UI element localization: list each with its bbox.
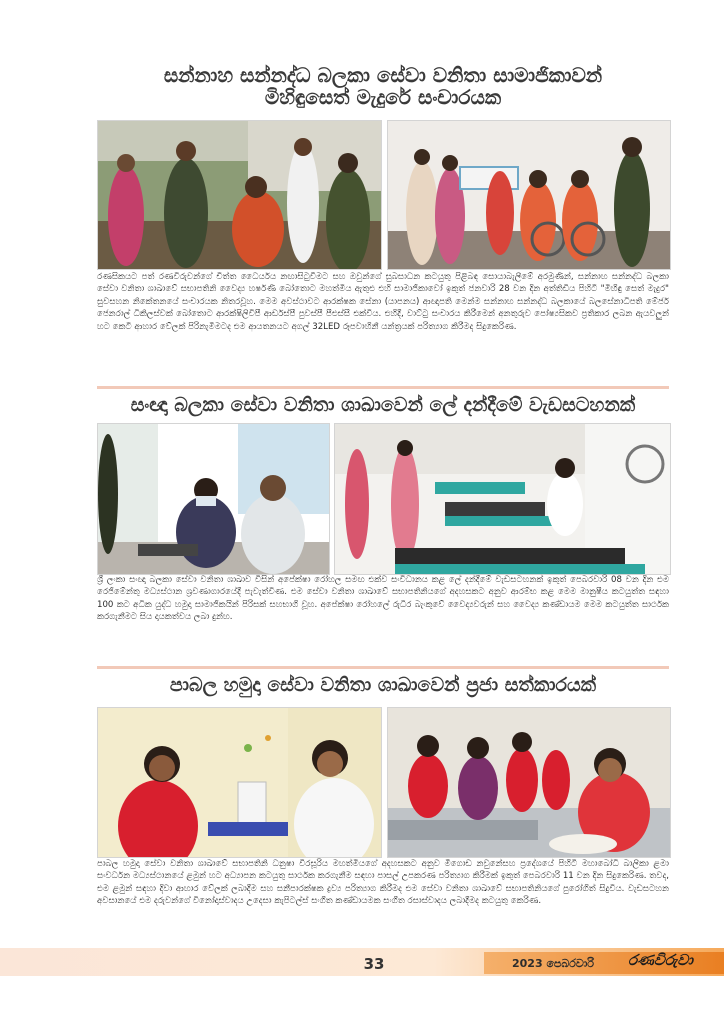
- photo-blood-pressure-check: [97, 423, 330, 575]
- page-number: 33: [363, 955, 385, 973]
- article-1-body: රණසිකයට පත් රණවිරුවන්ගේ චිත්ත ධෛර්යය නඟාසිටුවීමට සහ ඔවුන්ගේ සුබසාධන කටයුතු පිළිබඳ සොයාබැලීමේ අරමුණින්, සන්නාහ සන්නද්ධ බලකා සේවා වනිතා ශාඛාවේ සභාපතිනි වෛද්‍ය හර්ෂණී බෝතොට මහත්මිය ඇතුළු එහි සාමාජිකාවෝ ඉකුත් ජනවාරි 28 වන දින අත්තිඩිය පිහිටි "මිහිඳු සෙත් මැදුර" සුවසහන නිකේතනයේ සංචාරයක නිතරවූහ. මෙම අවස්ථාවට ආරක්ෂක සේනා (යාපනය) ආඥාපති මෙන්ම සන්නාහ සන්නද්ධ බලකායේ බලසේනාධිපති මේජර් ජෙනරාල් ධිකිලස්වක් බෝතොට ආරක්ෂිලිවිපී ආර්ඩස්පී පුවස්පී පීඑස්සී එක්විය. එහිදී, වාට්ටු සංචාරය කිරීමෙන් අනතුරුව පෝෂ්‍යසිකව ප්‍රතිකාර ලබන ඇයවලුන් හට කෙටි ආහාර වේලක් පිරිනැමීමටද එම ආයතනයට අගල් 32LED රූපවාහිනී යන්ත්‍රයක් පරිත්‍යාග කිරීමද සිදුකෙරිණ.: [97, 272, 669, 332]
- article-1-headline-line-2: මිහිඳුසෙත් මැදුරේ සංචාරයක: [264, 85, 502, 110]
- article-3-headline: පාබල හමුදා සේවා වනිතා ශාඛාවෙන් ප්‍රජා සත්කාරයක්: [169, 674, 597, 696]
- article-1-headline: [96, 64, 670, 109]
- section-divider: [97, 386, 669, 389]
- photo-blood-donation-hall: [334, 423, 671, 575]
- article-3-body: පාබල හමුදා සේවා වනිතා ශාඛාවේ සභාපතිනි ධනුෂා විරසූරිය මහත්මියගේ අදහසකට අනුව මීගොඩ නවුනේසහ ප්‍රදේශයේ පිහිටි මහාබෝධි බාලිකා ළමා සංවර්ධන මධ්‍යස්ථානයේ ළමුන් හට අධ්‍යාපන කටයුතු සාර්ථක කරගැනීම සඳහා පාසල් උපකරණ පරිත්‍යාග කිරීමක් ඉකුත් පෙබරවාරි 11 වන දින සිදුකෙරිණ. තවද, එම ළමුන් සඳහා දිවා ආහාර වේලක් ලබාදීම සහ සනීපාරක්ෂක ද්‍රව්‍ය පරිත්‍යාග කිරීමද එම සේවා වනිතා ශාඛාවේ සභාපතිනියගේ පුරෝගිත් සිදුවිය. වැඩසටහන අවසානයේ එම දරුවන්ගේ විනෝදාස්වාදය උදෙසා කැපිටල්ස් සංගීත කණ්ඩායමක සංගීත රසාස්වාදය ලබාදීමද කටයුතු කෙරිණ.: [97, 859, 669, 907]
- photo-school-supplies-handover: [97, 707, 382, 858]
- photo-children-lunch: [387, 707, 671, 858]
- article-2-headline: සංඥා බලකා සේවා වනිතා ශාඛාවෙන් ලේ දන්දීමේ වැඩසටහනක්: [130, 394, 636, 416]
- photo-officers-meeting-veteran: [97, 120, 382, 270]
- photo-tv-donation: [387, 120, 671, 270]
- masthead-logo: රණවිරුවා: [628, 951, 693, 969]
- section-divider: [97, 666, 669, 669]
- issue-date: 2023 පෙබරවාරි: [512, 957, 595, 970]
- article-2-body: ශ්‍රී ලංකා සංඥා බලකා සේවා වනිතා ශාඛාව විසින් අපේක්ෂා රෝහල සමඟ එක්ව සංවිධානය කළ ලේ දන්දීමේ වැඩසටහනක් ඉකුත් පෙබරවාරි 08 වන දින එම රෙජිමේන්තු මධ්‍යස්ථාන ශ්‍රවණාගාරයේදී පැවැත්විණ. එම සේවා වනිතා ශාඛාවේ සභාපතිනියගේ අදහසකට අනුව ආරම්භ කළ මෙම මානුෂීය කටයුත්ත සඳහා 100 කට අධික යුද්ධ හමුදා සාමාජිකයින් පිරිසක් සහභාගි වූහ. අපේක්ෂා රෝහලේ රුධිර බැංකුවේ වෛද්‍යවරුන් සහ වෛද්‍ය කණ්ඩායම මෙම කටයුත්ත සාර්ථක කරගැනීමට සිය දායකත්වය ලබා දුන්හ.: [97, 575, 669, 623]
- article-1-headline-line-1: සන්නාහ සන්නද්ධ බලකා සේවා වනිතා සාමාජිකාවන්: [163, 63, 603, 87]
